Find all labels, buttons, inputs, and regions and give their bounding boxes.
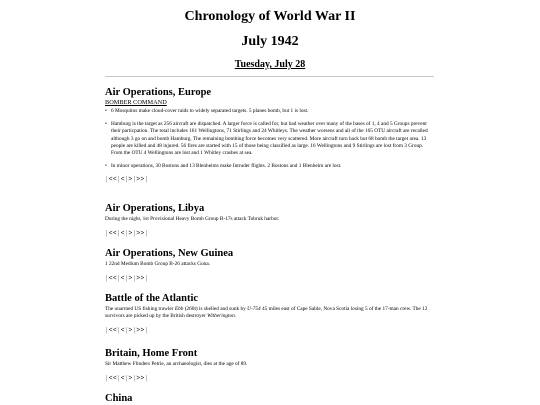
last-button[interactable]: >> — [136, 229, 145, 238]
prev-button[interactable]: < — [120, 374, 125, 383]
nav-separator: | — [145, 175, 148, 184]
nav-separator: | — [125, 274, 128, 283]
entry-text: Sir Matthew Flinders Petrie, an archaeologist, dies at the age of 89. — [105, 361, 248, 367]
list-item: • Hamburg is the target as 256 aircraft are dispatched. A larger force is called for, but bad weather over many of the bases of 1, 4 and 5 Groups prevent their particpation. The total includes 161 Wellingtons, 71 Stirlings and 24 Whitleys. The weather worsens and all of the 165 OTU aircraft are recalled although 3 go on and bomb Hamburg. The remaining bombing force becomes very scattered. More aircraft turn back but 68 bomb the target area. 13 people are killed and 48 injured. 56 fires are started with 15 of those being classified as large. 16 Wellingtons and 9 Stirlings are lost from 3 Group. From the OTU 4 Wellingtons are lost and 1 Whitley crashes at sea. — [105, 121, 435, 157]
ship-name: Witherington — [207, 313, 235, 320]
nav-bar — [105, 229, 435, 237]
last-button[interactable]: >> — [136, 374, 145, 383]
nav-separator: | — [145, 229, 148, 238]
next-button[interactable]: > — [128, 229, 133, 238]
nav-separator: | — [106, 175, 108, 184]
nav-separator: | — [125, 175, 128, 184]
nav-separator: | — [133, 175, 136, 184]
first-button[interactable]: << — [108, 326, 117, 335]
section-battle-of-atlantic — [105, 293, 435, 334]
section-title: Britain, Home Front — [105, 348, 198, 359]
nav-separator: | — [145, 374, 148, 383]
section-title: China — [105, 393, 133, 404]
entry-text: The unarmed US fishing trawler Ebb (260t) is shelled and sunk by U-754 45 miles east of Cape Sable, Nova Scotia losing 5 of the 17-man crew. The 12 survivors are picked up by the British destroyer Witherington. — [105, 306, 428, 320]
section-title: Battle of the Atlantic — [105, 293, 199, 304]
first-button[interactable]: << — [108, 274, 117, 283]
last-button[interactable]: >> — [136, 274, 145, 283]
nav-separator: | — [118, 374, 120, 383]
section-air-ops-libya — [105, 203, 435, 237]
section-britain-home-front — [105, 348, 435, 382]
section-china — [105, 393, 435, 405]
section-title: Air Operations, New Guinea — [105, 248, 234, 259]
section-air-ops-europe — [105, 87, 435, 183]
next-button[interactable]: > — [128, 274, 133, 283]
nav-bar — [105, 374, 435, 382]
nav-separator: | — [106, 374, 108, 383]
nav-separator: | — [118, 229, 120, 238]
nav-separator: | — [125, 326, 128, 335]
nav-separator: | — [133, 326, 136, 335]
section-title: Air Operations, Libya — [105, 203, 205, 214]
next-button[interactable]: > — [128, 326, 133, 335]
section-air-ops-new-guinea — [105, 248, 435, 282]
entry-text: During the night, 1st Provisional Heavy Bomb Group B-17s attack Tobruk harbor. — [105, 216, 280, 222]
last-button[interactable]: >> — [136, 326, 145, 335]
divider — [105, 76, 434, 77]
nav-bar — [105, 326, 435, 334]
first-button[interactable]: << — [108, 374, 117, 383]
nav-separator: | — [106, 326, 108, 335]
nav-bar — [105, 175, 435, 183]
next-button[interactable]: > — [128, 374, 133, 383]
nav-separator: | — [125, 374, 128, 383]
nav-separator: | — [106, 274, 108, 283]
prev-button[interactable]: < — [120, 175, 125, 184]
nav-separator: | — [145, 326, 148, 335]
nav-separator: | — [118, 274, 120, 283]
first-button[interactable]: << — [108, 175, 117, 184]
nav-separator: | — [133, 374, 136, 383]
subheading-bomber-command: BOMBER COMMAND — [105, 99, 167, 106]
next-button[interactable]: > — [128, 175, 133, 184]
nav-separator: | — [125, 229, 128, 238]
last-button[interactable]: >> — [136, 175, 145, 184]
list-item: • In minor operations, 30 Bostons and 13 Blenheims make Intruder flights. 2 Bostons and 1 Blenheim are lost. — [105, 163, 435, 170]
nav-separator: | — [145, 274, 148, 283]
first-button[interactable]: << — [108, 229, 117, 238]
nav-separator: | — [106, 229, 108, 238]
month-heading: July 1942 — [241, 34, 299, 49]
prev-button[interactable]: < — [120, 229, 125, 238]
list-item: • 6 Mosquitos make cloud-cover raids to widely separated targets. 5 planes bomb, but 1 is lost. — [105, 108, 435, 115]
nav-separator: | — [133, 229, 136, 238]
section-title: Air Operations, Europe — [105, 87, 212, 98]
ship-name: Ebb — [174, 306, 184, 312]
nav-separator: | — [133, 274, 136, 283]
page-title: Chronology of World War II — [184, 9, 356, 24]
nav-bar — [105, 274, 435, 282]
prev-button[interactable]: < — [120, 274, 125, 283]
date-heading: Tuesday, July 28 — [234, 59, 306, 70]
prev-button[interactable]: < — [120, 326, 125, 335]
nav-separator: | — [118, 175, 120, 184]
nav-separator: | — [118, 326, 120, 335]
entry-text: 1 22nd Medium Bomb Group B-26 attacks Gona. — [105, 261, 211, 267]
ship-name: U-754 — [247, 306, 261, 312]
